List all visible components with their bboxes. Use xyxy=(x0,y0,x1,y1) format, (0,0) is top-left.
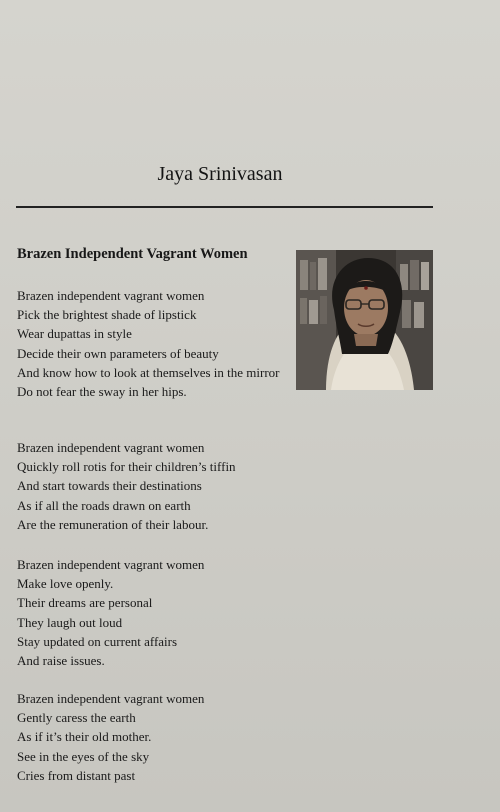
poem-line: And start towards their destinations xyxy=(17,478,202,494)
poem-line: Make love openly. xyxy=(17,576,114,592)
poem-line: Wear dupattas in style xyxy=(17,326,132,342)
author-name: Jaya Srinivasan xyxy=(157,163,283,185)
poem-line: Do not fear the sway in her hips. xyxy=(17,384,187,400)
poem-line: Brazen independent vagrant women xyxy=(17,288,205,303)
poem-line: Stay updated on current affairs xyxy=(17,633,178,649)
poem-line: Quickly roll rotis for their children’s tiffin xyxy=(17,459,236,475)
poem-line: Are the remuneration of their labour. xyxy=(17,516,209,532)
stanza-4 xyxy=(17,689,287,785)
poem-line: Decide their own parameters of beauty xyxy=(17,345,219,361)
title-rule xyxy=(16,206,433,208)
poem-line: Cries from distant past xyxy=(17,767,136,783)
poem-line: See in the eyes of the sky xyxy=(17,748,150,764)
stanza-2 xyxy=(17,438,287,534)
poem-line: Brazen independent vagrant women xyxy=(17,557,205,572)
poem-line: As if all the roads drawn on earth xyxy=(17,497,191,513)
poem-line: Their dreams are personal xyxy=(17,595,153,611)
poem-line: Brazen independent vagrant women xyxy=(17,691,205,706)
poem-line: And know how to look at themselves in the mirror xyxy=(17,364,280,380)
stanza-1 xyxy=(17,286,287,401)
poem-line: And raise issues. xyxy=(17,653,105,669)
poem-line: Pick the brightest shade of lipstick xyxy=(17,307,197,323)
poem-line: As if it’s their old mother. xyxy=(17,729,152,745)
poem-title: Brazen Independent Vagrant Women xyxy=(17,246,248,262)
stanza-3 xyxy=(17,555,287,670)
poem-line: Gently caress the earth xyxy=(17,710,136,726)
poem-line: Brazen independent vagrant women xyxy=(17,440,205,455)
poem-line: They laugh out loud xyxy=(17,614,123,630)
author-photo xyxy=(296,250,433,390)
